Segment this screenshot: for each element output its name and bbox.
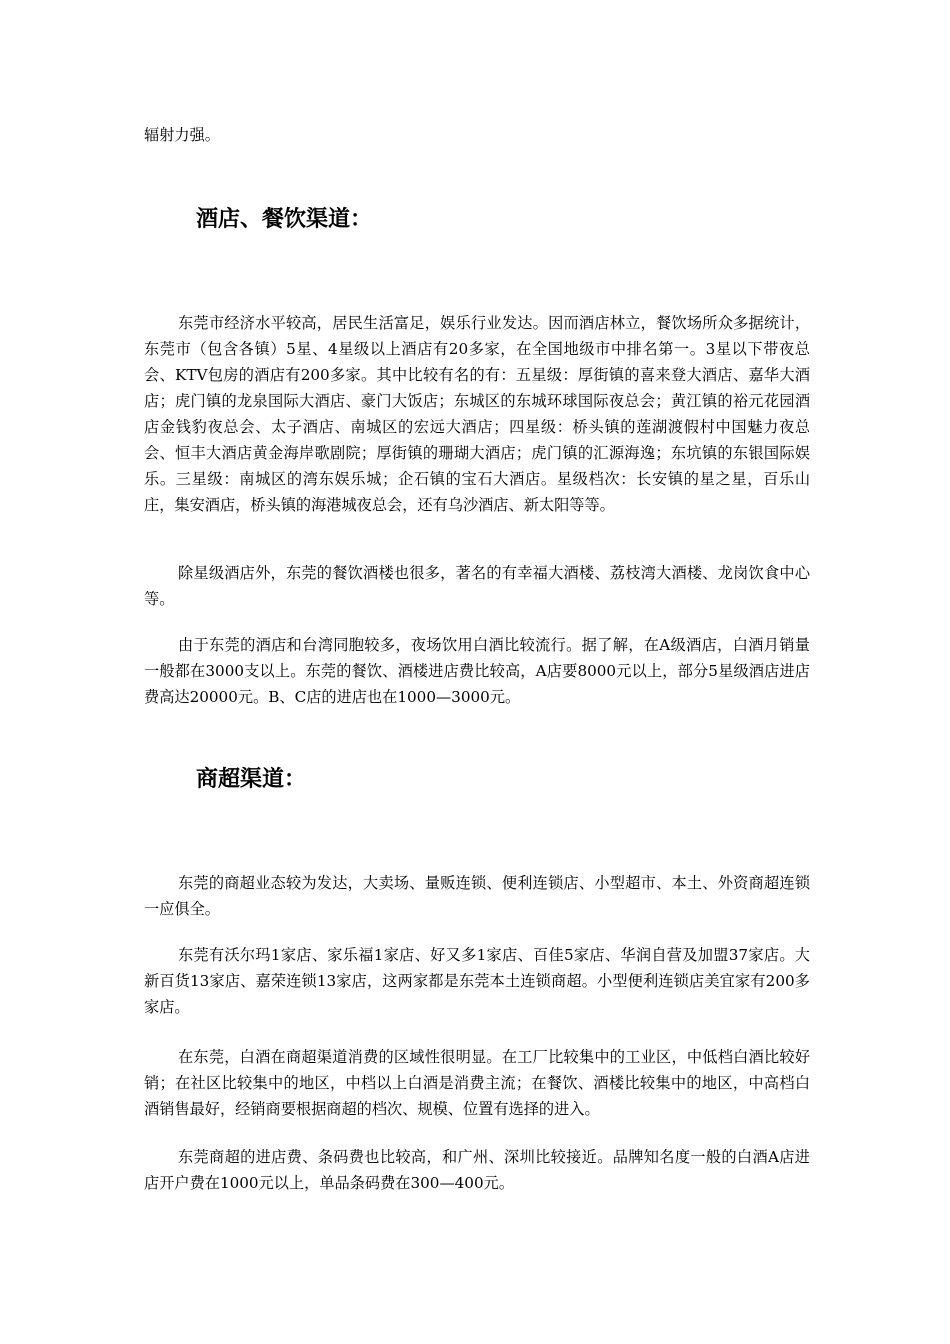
paragraph-hotel-overview: 东莞市经济水平较高，居民生活富足，娱乐行业发达。因而酒店林立，餐饮场所众多据统计，东莞市（包含各镇）5星、4星级以上酒店有20多家，在全国地级市中排名第一。3星以下带夜总会、KTV包房的酒店有200多家。其中比较有名的有：五星级：厚街镇的喜来登大酒店、嘉华大酒店；虎门镇的龙泉国际大酒店、豪门大饭店；东城区的东城环球国际夜总会；黄江镇的裕元花园酒店金钱豹夜总会、太子酒店、南城区的宏远大酒店；四星级：桥头镇的莲湖渡假村中国魅力夜总会、恒丰大酒店黄金海岸歌剧院；厚街镇的珊瑚大酒店；虎门镇的汇源海逸；东坑镇的东银国际娱乐。三星级：南城区的湾东娱乐城；企石镇的宝石大酒店。星级档次：长安镇的星之星，百乐山庄，集安酒店，桥头镇的海港城夜总会，还有乌沙酒店、新太阳等等。 — [144, 314, 810, 514]
paragraph-hotel-sales-fees: 由于东莞的酒店和台湾同胞较多，夜场饮用白酒比较流行。据了解，在A级酒店，白酒月销量一般都在3000支以上。东莞的餐饮、酒楼进店费比较高，A店要8000元以上，部分5星级酒店进店费高达20000元。B、C店的进店也在1000—3000元。 — [144, 636, 810, 706]
paragraph-supermarket-chains: 东莞有沃尔玛1家店、家乐福1家店、好又多1家店、百佳5家店、华润自营及加盟37家店。大新百货13家店、嘉荣连锁13家店，这两家都是东莞本土连锁商超。小型便利连锁店美宜家有200多家店。 — [144, 946, 810, 1016]
intro-tail-text: 辐射力强。 — [144, 126, 220, 144]
paragraph-supermarket-regional: 在东莞，白酒在商超渠道消费的区域性很明显。在工厂比较集中的工业区，中低档白酒比较好销；在社区比较集中的地区，中档以上白酒是消费主流；在餐饮、酒楼比较集中的地区，中高档白酒销售最好，经销商要根据商超的档次、规模、位置有选择的进入。 — [144, 1048, 810, 1118]
section-heading-supermarket: 商超渠道： — [196, 766, 307, 792]
paragraph-supermarket-formats: 东莞的商超业态较为发达，大卖场、量贩连锁、便利连锁店、小型超市、本土、外资商超连锁一应俱全。 — [144, 874, 810, 918]
section-heading-hotel-dining: 酒店、餐饮渠道： — [196, 206, 373, 232]
paragraph-restaurants: 除星级酒店外，东莞的餐饮酒楼也很多，著名的有幸福大酒楼、荔枝湾大酒楼、龙岗饮食中心等。 — [144, 564, 810, 608]
paragraph-supermarket-fees: 东莞商超的进店费、条码费也比较高，和广州、深圳比较接近。品牌知名度一般的白酒A店进店开户费在1000元以上，单品条码费在300—400元。 — [144, 1148, 810, 1192]
